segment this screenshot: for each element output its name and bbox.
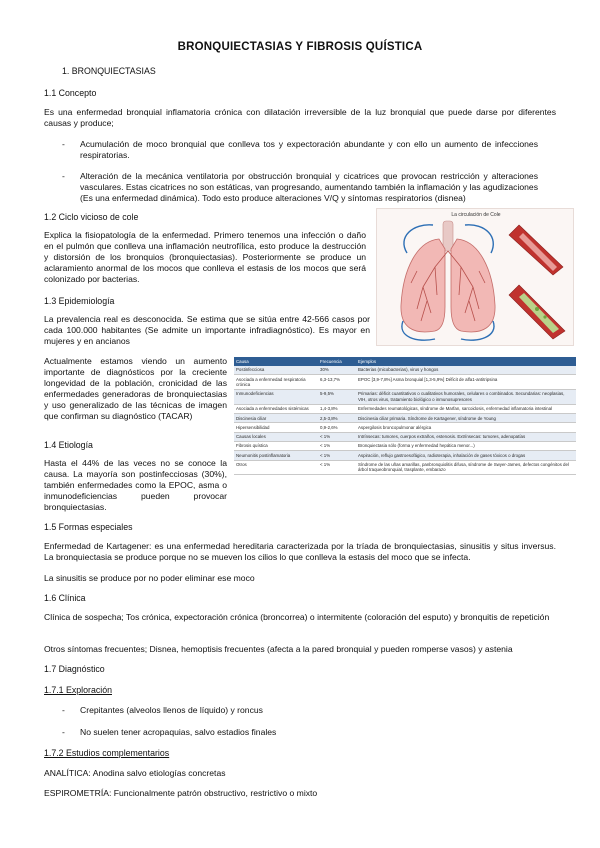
table-cell: 1,4-3,8% xyxy=(318,404,356,413)
heading-estudios-complementarios: 1.7.2 Estudios complementarios xyxy=(44,748,170,758)
table-row xyxy=(234,414,576,423)
ciclo-text: Explica la fisiopatología de la enfermedad. Primero tenemos una infección o daño en el pulmón que conlleva una inflamación neutrofílica, esto produce la destrucción y distorsión de los bronquios (bronquiectasias). Posteriormente se produce un aclaramiento anormal de los mocos que conlleva el estasis de los mocos que será colonizado por bacterias. xyxy=(44,230,366,284)
concepto-text: Es una enfermedad bronquial inflamatoria crónica con dilatación irreversible de la luz bronquial que puede darse por diferentes causas y produce; xyxy=(44,107,556,128)
table-row xyxy=(234,441,576,450)
concepto-bullet-2 xyxy=(0,171,600,207)
table-cell: Discinesia ciliar xyxy=(234,414,318,423)
espirometria-text: ESPIROMETRÍA: Funcionalmente patrón obstructivo, restrictivo o mixto xyxy=(44,788,318,798)
section-heading-bronquiectasias: 1. BRONQUIECTASIAS xyxy=(62,66,156,76)
table-cell: Enfermedades reumatológicas, síndrome de Marfan, sarcoidosis, enfermedad inflamatoria intestinal xyxy=(356,404,576,413)
table-cell: Neumonitis postinflamatoria xyxy=(234,451,318,460)
table-cell: Postinfecciosa xyxy=(234,366,318,375)
table-cell: Discinesia ciliar primaria. Síndrome de Kartagener, síndrome de Young xyxy=(356,414,576,423)
bullet-text: Alteración de la mecánica ventilatoria por obstrucción bronquial y cicatrices que provocan restricción y alteraciones vasculares. Estas cicatrices no son estáticas, van progresando, aumentando también la inflamación y las agudizaciones (Es una enfermedad dinámica). Todo esto produce alteraciones V/Q y síntomas respiratorios (disnea) xyxy=(80,171,538,203)
table-cell: Síndrome de las uñas amarillas, panbronquiolitis difusa, síndrome de Swyer-James, defectos congénitos del árbol traqueobronquial, trasplante, embarazo xyxy=(356,460,576,475)
table-cell: Bacterias (micobacterias), virus y hongos xyxy=(356,366,576,375)
lungs-illustration-graphic xyxy=(377,209,575,347)
table-header-cell: Causa xyxy=(234,357,318,366)
bullet-dash: - xyxy=(62,705,65,715)
table-cell: < 1% xyxy=(318,441,356,450)
heading-concepto: 1.1 Concepto xyxy=(44,88,97,98)
table-cell: < 1% xyxy=(318,460,356,475)
table-cell: Causas locales xyxy=(234,432,318,441)
table-row xyxy=(234,390,576,405)
table-header-cell: Ejemplos xyxy=(356,357,576,366)
table-cell: Asociada a enfermedad respiratoria crónica xyxy=(234,375,318,390)
table-header-cell: Frecuencia xyxy=(318,357,356,366)
page-title: BRONQUIECTASIAS Y FIBROSIS QUÍSTICA xyxy=(177,41,423,53)
table-cell: 2,5-3,8% xyxy=(318,414,356,423)
table-row xyxy=(234,423,576,432)
table-cell: 5-9,5% xyxy=(318,390,356,405)
table-row xyxy=(234,366,576,375)
table-header-row xyxy=(234,357,576,366)
heading-ciclo-vicioso: 1.2 Ciclo vicioso de cole xyxy=(44,212,139,222)
bullet-dash: - xyxy=(62,139,65,149)
bullet-dash: - xyxy=(62,727,65,737)
bullet-text: Crepitantes (alveolos llenos de líquido) y roncus xyxy=(80,705,263,715)
etiology-table xyxy=(234,357,576,475)
table-cell: Aspergilosis broncopulmonar alérgica xyxy=(356,423,576,432)
exploracion-bullet-2 xyxy=(0,727,600,739)
table-cell: Hipersensibilidad xyxy=(234,423,318,432)
heading-etiologia: 1.4 Etiología xyxy=(44,440,93,450)
epidemiologia-text-2: Actualmente estamos viendo un aumento importante de diagnósticos por la creciente longevidad de la población, cronicidad de las enfermedades generadoras de bronquiectasias y uso generalizado de las técnicas de imagen que confirman su diagnóstico (TACAR) xyxy=(44,356,227,421)
heading-epidemiologia: 1.3 Epidemiología xyxy=(44,296,115,306)
table-cell: 6,3-13,7% xyxy=(318,375,356,390)
analitica-text: ANALÍTICA: Anodina salvo etiologías concretas xyxy=(44,768,226,778)
table-row xyxy=(234,451,576,460)
heading-exploracion: 1.7.1 Exploración xyxy=(44,685,112,695)
table-cell: Asociada a enfermedades sistémicas xyxy=(234,404,318,413)
formas-text-1: Enfermedad de Kartagener: es una enfermedad hereditaria caracterizada por la tríada de bronquiectasias, sinusitis y situs inversus. La bronquiectasia se produce porque no se mueven los cilios lo que conlleva la estasis del moco que se infecta. xyxy=(44,541,556,562)
concepto-bullet-1 xyxy=(0,139,600,169)
table-row xyxy=(234,404,576,413)
exploracion-bullet-1 xyxy=(0,705,600,717)
bullet-text: Acumulación de moco bronquial que conlleva tos y expectoración abundante y con ello un aumento de infecciones respiratorias. xyxy=(80,139,538,160)
table-cell: 30% xyxy=(318,366,356,375)
table-row xyxy=(234,375,576,390)
table-cell: Intrínsecas: tumores, cuerpos extraños, estenosis. Extrínsecas: tumores, adenopatías xyxy=(356,432,576,441)
table-row xyxy=(234,460,576,475)
table-cell: Inmunodeficiencias xyxy=(234,390,318,405)
heading-diagnostico: 1.7 Diagnóstico xyxy=(44,664,105,674)
table-cell: Aspiración, reflujo gastroesofágico, radioterapia, inhalación de gases tóxicos o drogas xyxy=(356,451,576,460)
cole-cycle-illustration xyxy=(376,208,574,346)
bullet-dash: - xyxy=(62,171,65,181)
table-cell: Fibrosis quística xyxy=(234,441,318,450)
bullet-text: No suelen tener acropaquias, salvo estadios finales xyxy=(80,727,277,737)
formas-text-2: La sinusitis se produce por no poder eliminar ese moco xyxy=(44,573,255,583)
heading-clinica: 1.6 Clínica xyxy=(44,593,86,603)
table-cell: Bronquiectasia sólo (forma y enfermedad hepática menor...) xyxy=(356,441,576,450)
epidemiologia-text-1: La prevalencia real es desconocida. Se estima que se sitúa entre 42-566 casos por cada 100.000 habitantes (Se admite un importante infradiagnóstico). Es mayor en mujeres y en ancianos xyxy=(44,314,370,346)
table-row xyxy=(234,432,576,441)
table-cell: < 1% xyxy=(318,451,356,460)
table-cell: 0,9-2,6% xyxy=(318,423,356,432)
table-cell: Otros xyxy=(234,460,318,475)
etiologia-text: Hasta el 44% de las veces no se conoce la causa. La mayoría son postinfecciosas (30%), también enfermedades como la EPOC, asma o inmunodeficiencias pueden provocar bronquiectasias. xyxy=(44,458,227,512)
table-cell: Primarias: déficit cuantitativos o cualitativos humorales, celulares o combinados. Secundarias: neoplasias, VIH, otros virus, tratamiento biológico o inmunosupresores xyxy=(356,390,576,405)
clinica-text-2: Otros síntomas frecuentes; Disnea, hemoptisis frecuentes (afecta a la pared bronquial y pueden romperse vasos) y astenia xyxy=(44,644,513,654)
table-cell: < 1% xyxy=(318,432,356,441)
clinica-text-1: Clínica de sospecha; Tos crónica, expectoración crónica (broncorrea) o intermitente (coloración del esputo) y bronquitis de repetición xyxy=(44,612,550,622)
illustration-caption: La circulación de Cole xyxy=(451,212,501,218)
table-cell: EPOC [3,9-7,8%] Asma bronquial [1,3-5,9%] Déficit de alfa1-antitripsina xyxy=(356,375,576,390)
heading-formas-especiales: 1.5 Formas especiales xyxy=(44,522,133,532)
